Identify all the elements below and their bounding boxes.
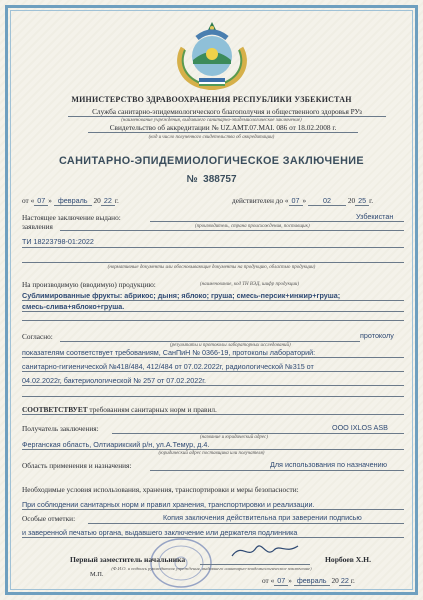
recipient-value: ООО IXLOS ASB <box>332 423 388 432</box>
year-prefix: 20 <box>93 196 101 205</box>
scope-line <box>150 470 404 471</box>
valid-mid: » <box>302 196 307 205</box>
service-name: Служба санитарно-эпидемиологического благополучия и общественного здоровья РУз <box>68 107 386 117</box>
recipient-address: Ферганская область, Олтиарикский р/н, ул.А.Темур, д.4. <box>22 440 404 450</box>
bottom-date <box>262 576 355 586</box>
date-mid: » <box>48 196 52 205</box>
conformity-statement <box>22 405 404 415</box>
notes-label: Особые отметки: <box>22 514 76 523</box>
date-prefix: от « <box>22 196 35 205</box>
valid-year: 25 <box>355 196 369 206</box>
year-suffix: г. <box>114 196 119 205</box>
bottom-day: 07 <box>274 576 288 586</box>
issued-value: Узбекистан <box>356 212 394 221</box>
number-label: № <box>186 174 198 185</box>
notes-line-1: Копия заключения действительна при заверении подписью <box>163 513 362 522</box>
product-line-3 <box>22 320 404 321</box>
signature-line <box>200 564 310 565</box>
bottom-month: февраль <box>294 576 330 586</box>
conformity-bold: СООТВЕТСТВУЕТ <box>22 405 88 414</box>
agreed-line-1: показателям соответствует требованиям, СанПиН № 0366-19, протоколы лабораторий: <box>22 348 404 358</box>
bottom-year-prefix: 20 <box>331 576 339 585</box>
issued-label: Настоящее заключение выдано: <box>22 213 121 222</box>
scope-value: Для использования по назначению <box>270 460 388 469</box>
service-hint: (наименование учреждения, выдавшего санитарно-эпидемиологическое заключение) <box>121 118 302 123</box>
valid-year-prefix: 20 <box>347 196 356 205</box>
signer-hint: (Ф.И.О. и подпись руководителя учреждения, выдавшего санитарно-эпидемиологическое заключение) <box>111 566 312 571</box>
agreed-hint: (результаты и протоколы лабораторных исследований) <box>170 343 291 348</box>
agreed-line-4 <box>22 396 404 397</box>
agreed-line-2: санитарно-гигиенической №418/484, 412/484 от 07.02.2022г, радиологической №315 от <box>22 362 404 372</box>
valid-until-date <box>232 196 373 206</box>
state-emblem-icon <box>171 18 253 90</box>
issued-line <box>150 221 404 222</box>
agreed-right: протоколу <box>360 331 394 340</box>
notes-line <box>88 523 404 524</box>
recipient-address-hint: (юридический адрес поставщика или получателя) <box>158 451 265 456</box>
notes-line-2: и заверенной печатью органа, выдавшего заключение или держателя подлинника <box>22 528 404 538</box>
doc-ref-hint: (нормативные документы или обосновывающие документы на продукцию, областью продукции) <box>107 265 316 270</box>
product-line-1: Сублимированные фрукты: абрикос; дыня; яблоко; груша; смесь-персик+инжир+груша; <box>22 291 404 301</box>
recipient-line <box>112 433 404 434</box>
issued-hint: (производитель, страна происхождения, поставщик) <box>195 224 310 229</box>
valid-suffix: г. <box>369 196 374 205</box>
valid-month: 02 <box>308 196 346 206</box>
signer-name: Норбоев Х.Н. <box>325 555 371 564</box>
bottom-date-prefix: от « <box>262 576 275 585</box>
product-line-2: смесь-слива+яблоко+груша. <box>22 302 404 312</box>
application-label: заявления <box>22 222 53 231</box>
conditions-value: При соблюдении санитарных норм и правил хранения, транспортировки и реализации. <box>22 500 404 510</box>
doc-ref-line1 <box>22 247 404 248</box>
signer-title: Первый заместитель начальника <box>70 555 186 564</box>
ministry-title: МИНИСТЕРСТВО ЗДРАВООХРАНЕНИЯ РЕСПУБЛИКИ УЗБЕКИСТАН <box>71 95 352 104</box>
document-number <box>0 174 423 185</box>
number-value: 388757 <box>203 174 237 185</box>
agreed-label: Согласно: <box>22 332 53 341</box>
valid-label: действителен до « <box>232 196 289 205</box>
conformity-rest: требованиям санитарных норм и правил. <box>87 405 217 414</box>
recipient-hint: (название и юридический адрес) <box>200 435 268 440</box>
conditions-label: Необходимые условия использования, хранения, транспортировки и меры безопасности: <box>22 485 299 494</box>
accreditation-line: Свидетельство об аккредитации № UZ.AMT.07.MAI. 086 от 18.02.2008 г. <box>88 123 358 133</box>
agreed-line-3: 04.02.2022г, бактериологической № 257 от 07.02.2022г. <box>22 376 404 386</box>
signature-icon <box>230 540 300 562</box>
document-title: САНИТАРНО-ЭПИДЕМИОЛОГИЧЕСКОЕ ЗАКЛЮЧЕНИЕ <box>58 155 365 167</box>
stamp-label: М.П. <box>90 571 104 578</box>
doc-ref-line2 <box>22 262 404 263</box>
issue-year: 22 <box>101 196 115 206</box>
scope-label: Область применения и назначения: <box>22 461 132 470</box>
issue-date <box>22 196 119 206</box>
bottom-mid: » <box>288 576 292 585</box>
bottom-year: 22 <box>340 576 349 585</box>
valid-day: 07 <box>289 196 303 206</box>
accreditation-hint: (код и число полученного свидетельства об аккредитации) <box>148 135 275 140</box>
bottom-suffix: г. <box>350 576 355 585</box>
application-line <box>60 230 404 231</box>
issue-month: февраль <box>54 196 92 206</box>
doc-reference: ТИ 18223798-01:2022 <box>22 237 94 246</box>
product-label: На производимую (вводимую) продукцию: <box>22 280 156 289</box>
agreed-line <box>60 341 360 342</box>
recipient-label: Получатель заключения: <box>22 424 99 433</box>
product-hint: (наименование, код ТН ВЭД, шифр продукции) <box>200 282 300 287</box>
issue-day: 07 <box>34 196 48 206</box>
